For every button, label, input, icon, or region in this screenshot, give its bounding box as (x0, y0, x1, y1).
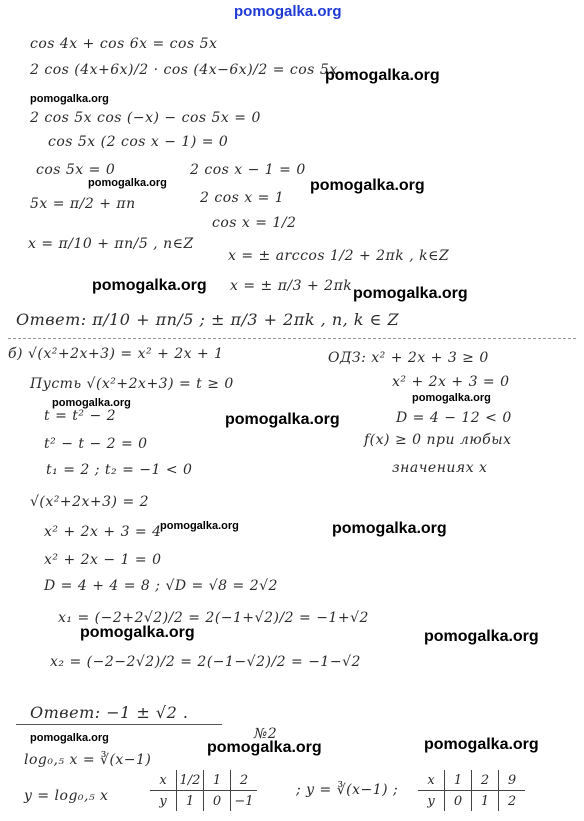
values-table-log (150, 770, 257, 811)
equation-line: ОДЗ: x² + 2x + 3 ≥ 0 (328, 350, 489, 366)
equation-line: log₀,₅ x = ∛(x−1) (24, 752, 152, 768)
equation-line: D = 4 − 12 < 0 (396, 410, 512, 426)
table-header-x: x (150, 770, 177, 790)
equation-line: 2 cos (4x+6x)/2 · cos (4x−6x)/2 = cos 5x (30, 62, 338, 78)
table-cell: 9 (507, 772, 517, 788)
equation-line: cos x = 1/2 (212, 215, 297, 231)
equation-line: б) √(x²+2x+3) = x² + 2x + 1 (8, 346, 224, 362)
equation-line: x₂ = (−2−2√2)/2 = 2(−1−√2)/2 = −1−√2 (50, 654, 361, 670)
problem-number: №2 (254, 726, 278, 742)
equation-line: 2 cos x = 1 (200, 190, 285, 206)
watermark: pomogalka.org (424, 736, 539, 753)
watermark: pomogalka.org (412, 392, 491, 404)
watermark: pomogalka.org (207, 739, 322, 756)
table-cell: 0 (204, 791, 231, 811)
watermark: pomogalka.org (424, 628, 539, 645)
equation-line: x² + 2x + 3 = 0 (392, 374, 510, 390)
equation-line: Пусть √(x²+2x+3) = t ≥ 0 (30, 376, 234, 392)
equation-line: cos 4x + cos 6x = cos 5x (30, 36, 218, 52)
watermark: pomogalka.org (225, 411, 340, 428)
values-table-cuberoot (418, 770, 525, 811)
table-cell: 2 (472, 770, 499, 790)
watermark: pomogalka.org (88, 177, 167, 189)
equation-line: x = ± π/3 + 2πk (230, 278, 353, 294)
equation-line: f(x) ≥ 0 при любых (364, 432, 512, 448)
equation-line: t² − t − 2 = 0 (44, 436, 148, 452)
equation-line: t₁ = 2 ; t₂ = −1 < 0 (46, 462, 193, 478)
equation-line: cos 5x = 0 (36, 162, 116, 178)
watermark: pomogalka.org (325, 67, 440, 84)
equation-line: x = π/10 + πn/5 , n∈Z (28, 236, 194, 252)
equation-line: x = ± arccos 1/2 + 2πk , k∈Z (228, 248, 450, 264)
equation-line: √(x²+2x+3) = 2 (30, 494, 150, 510)
answer-line: Ответ: π/10 + πn/5 ; ± π/3 + 2πk , n, k ∈ Z (16, 310, 400, 329)
equation-line: x² + 2x + 3 = 4 (44, 524, 162, 540)
equation-line: 5x = π/2 + πn (30, 196, 136, 212)
watermark: pomogalka.org (52, 397, 131, 409)
watermark: pomogalka.org (92, 277, 207, 294)
equation-line: D = 4 + 4 = 8 ; √D = √8 = 2√2 (44, 578, 278, 594)
table-cell: 2 (507, 793, 517, 809)
header-site-link[interactable]: pomogalka.org (234, 3, 342, 20)
equation-line: x² + 2x − 1 = 0 (44, 552, 162, 568)
equation-line: 2 cos 5x cos (−x) − cos 5x = 0 (30, 110, 261, 126)
table-cell: −1 (234, 793, 254, 809)
watermark: pomogalka.org (160, 520, 239, 532)
answer-line: Ответ: −1 ± √2 . (30, 703, 189, 722)
table-cell: 1 (177, 791, 204, 811)
equation-line: y = log₀,₅ x (24, 788, 109, 804)
watermark: pomogalka.org (310, 177, 425, 194)
table-header-y: y (418, 791, 445, 811)
equation-line: x₁ = (−2+2√2)/2 = 2(−1+√2)/2 = −1+√2 (58, 610, 369, 626)
table-cell: 1 (445, 770, 472, 790)
watermark: pomogalka.org (30, 93, 109, 105)
table-cell: 1 (472, 791, 499, 811)
answer-underline (16, 724, 222, 725)
equation-line: 2 cos x − 1 = 0 (190, 162, 306, 178)
equation-line: значениях x (392, 460, 488, 476)
table-header-x: x (418, 770, 445, 790)
table-cell: 1/2 (177, 770, 204, 790)
watermark: pomogalka.org (332, 520, 447, 537)
section-divider (8, 338, 576, 339)
table-header-y: y (150, 791, 177, 811)
equation-line: t = t² − 2 (44, 408, 117, 424)
equation-line: ; y = ∛(x−1) ; (296, 782, 399, 798)
table-cell: 0 (445, 791, 472, 811)
watermark: pomogalka.org (30, 732, 109, 744)
equation-line: cos 5x (2 cos x − 1) = 0 (48, 134, 229, 150)
table-cell: 2 (239, 772, 249, 788)
watermark: pomogalka.org (353, 285, 468, 302)
table-cell: 1 (204, 770, 231, 790)
watermark: pomogalka.org (80, 624, 195, 641)
